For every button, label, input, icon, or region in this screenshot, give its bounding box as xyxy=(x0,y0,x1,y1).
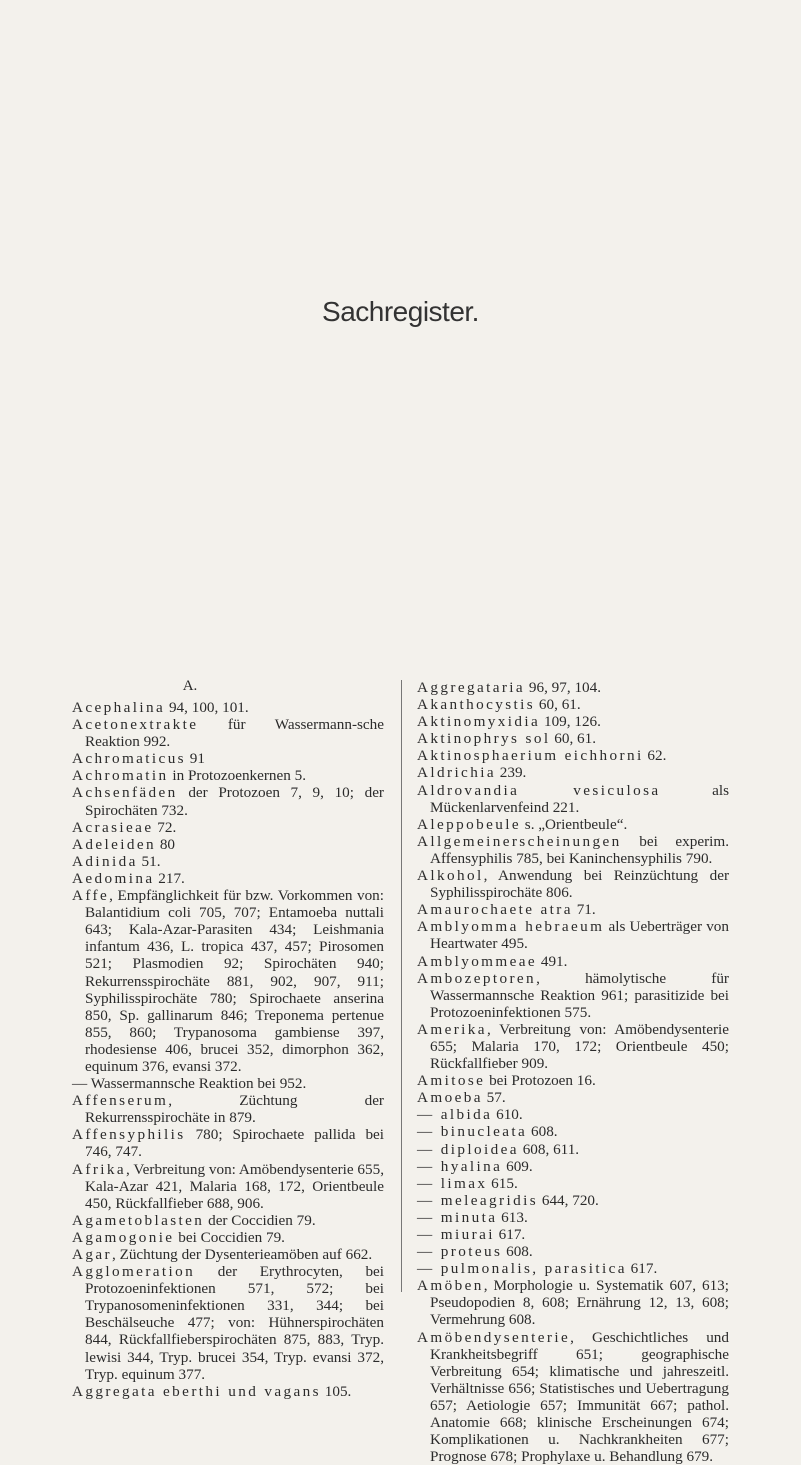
index-references: , hämolytische für Wassermannsche Reaktion 961; parasitizide bei Protozoeninfektionen 575. xyxy=(430,969,729,1021)
index-entry xyxy=(417,730,729,747)
index-term: Achsenfäden xyxy=(72,784,178,802)
index-references: 217. xyxy=(154,869,185,887)
index-term: Agamogonie xyxy=(72,1228,175,1246)
index-entry xyxy=(417,1106,729,1123)
index-references: 51. xyxy=(137,852,161,870)
index-references: der Erythrocyten, bei Protozoeninfektionen 571, 572; bei Trypanosomeninfektionen 331, 344; bei Beschälseuche 477; von: Hühnerspirochäten 844, Rückfallfieberspirochäten 875, 883, Tryp. lewisi 344, Tryp. brucei 354, Tryp. evansi 372, Tryp. equinum 377. xyxy=(85,1263,384,1383)
index-references: 71. xyxy=(572,901,596,919)
index-entry xyxy=(72,716,384,750)
index-entry xyxy=(72,1161,384,1212)
index-references: 610. xyxy=(492,1106,523,1124)
index-entry xyxy=(417,782,729,816)
index-term: Alkohol xyxy=(417,867,484,885)
index-references: 109, 126. xyxy=(540,713,601,731)
index-term: Acephalina xyxy=(72,699,166,716)
index-entry xyxy=(72,1212,384,1229)
index-entry xyxy=(417,696,729,713)
left-column xyxy=(72,699,384,1400)
index-entry xyxy=(417,1226,729,1243)
index-entry xyxy=(417,1175,729,1192)
index-entry xyxy=(417,918,729,952)
index-term: — pulmonalis, parasitica xyxy=(417,1260,627,1278)
page-title: Sachregister. xyxy=(322,296,479,327)
index-term: Aktinophrys sol xyxy=(417,730,551,748)
index-term: — meleagridis xyxy=(417,1191,539,1209)
index-entry xyxy=(417,713,729,730)
index-entry xyxy=(72,836,384,853)
right-column xyxy=(417,679,729,1465)
index-entry xyxy=(417,901,729,918)
index-references: 105. xyxy=(320,1382,352,1400)
index-term: Allgemeinerscheinungen xyxy=(417,832,622,850)
index-term: Affe xyxy=(72,887,110,905)
index-entry xyxy=(417,1123,729,1140)
index-entry xyxy=(417,1158,729,1175)
index-term: — albida xyxy=(417,1106,493,1124)
index-term: Aedomina xyxy=(72,869,155,887)
index-entry xyxy=(417,816,729,833)
index-entry xyxy=(417,953,729,970)
index-term: — limax xyxy=(417,1174,488,1192)
index-references: , Verbreitung von: Amöbendysenterie 655, Kala-Azar 421, Malaria 168, 172, Orientbeule 450, Rückfallfieber 688, 906. xyxy=(85,1160,384,1212)
index-references: 91 xyxy=(186,750,205,768)
index-references: 57. xyxy=(482,1089,506,1107)
index-references: 609. xyxy=(502,1157,533,1175)
index-references: 644, 720. xyxy=(538,1191,599,1209)
index-entry xyxy=(72,870,384,887)
index-entry xyxy=(417,1209,729,1226)
index-term: Aldrichia xyxy=(417,764,496,782)
index-term: Amblyomma hebraeum xyxy=(417,918,605,936)
index-term: Acetonextrakte xyxy=(72,716,199,734)
index-term: Akanthocystis xyxy=(417,696,536,714)
index-references: bei Protozoen 16. xyxy=(485,1072,596,1090)
index-entry xyxy=(417,747,729,764)
index-term: — diploidea xyxy=(417,1140,519,1158)
index-references: , Geschichtliches und Krankheitsbegriff 651; geographische Verbreitung 654; klimatische und jahreszeitl. Verhältnisse 656; Statistisches und Uebertragung 657; Aetiologie 657; Immunität 667; pathol. Anatomie 668; klinische Erscheinungen 674; Komplikationen u. Nachkrankheiten 677; Prognose 678; Prophylaxe u. Behandlung 679. xyxy=(430,1328,729,1465)
index-references: der Protozoen 7, 9, 10; der Spirochäten 732. xyxy=(85,784,384,819)
index-references: 491. xyxy=(537,952,568,970)
index-term: Affenserum xyxy=(72,1092,169,1110)
index-entry xyxy=(417,1277,729,1328)
index-term: Aggregata eberthi und vagans xyxy=(72,1382,321,1400)
index-entry xyxy=(72,767,384,784)
index-term: — minuta xyxy=(417,1208,498,1226)
index-term: Amaurochaete atra xyxy=(417,901,573,919)
index-references: 615. xyxy=(487,1174,518,1192)
index-entry xyxy=(417,679,729,696)
index-term: Adinida xyxy=(72,852,138,870)
index-references: 72. xyxy=(153,818,177,836)
column-divider xyxy=(401,680,402,1292)
index-entry xyxy=(72,1092,384,1126)
index-entry xyxy=(72,1229,384,1246)
index-term: Amitose xyxy=(417,1072,486,1090)
section-letter: A. xyxy=(182,678,198,694)
index-references: 94, 100, 101. xyxy=(165,699,249,716)
index-entry xyxy=(417,1089,729,1106)
index-references: , Anwendung bei Reinzüchtung der Syphilisspirochäte 806. xyxy=(430,867,729,902)
index-term: Aggregataria xyxy=(417,679,526,696)
index-references: 60, 61. xyxy=(535,696,581,714)
index-references: 62. xyxy=(643,747,667,765)
index-term: Ambozeptoren xyxy=(417,969,537,987)
index-references: s. „Orientbeule“. xyxy=(521,815,628,833)
index-references: 60, 61. xyxy=(550,730,597,748)
index-entry xyxy=(417,1141,729,1158)
index-term: Achromatin xyxy=(72,767,169,785)
index-term: Acrasieae xyxy=(72,818,154,836)
index-term: Achromaticus xyxy=(72,750,186,768)
index-entry xyxy=(72,887,384,1075)
index-term: Affensyphilis xyxy=(72,1126,186,1144)
index-entry xyxy=(417,1260,729,1277)
index-references: 608, 611. xyxy=(518,1140,580,1158)
index-references: , Züchtung der Rekurrensspirochäte in 879. xyxy=(85,1092,384,1127)
index-entry xyxy=(417,764,729,781)
index-references: 96, 97, 104. xyxy=(525,679,602,696)
index-entry xyxy=(72,1383,384,1400)
index-references: 608. xyxy=(502,1243,533,1261)
index-references: 239. xyxy=(495,764,527,782)
index-term: — proteus xyxy=(417,1243,503,1261)
index-term: Amoeba xyxy=(417,1089,483,1107)
index-references: als Ueberträger von Heartwater 495. xyxy=(430,918,729,953)
index-term: Amerika xyxy=(417,1020,487,1038)
index-entry xyxy=(417,1072,729,1089)
index-term: Agglomeration xyxy=(72,1263,196,1281)
index-term: — binucleata xyxy=(417,1123,528,1141)
index-references: bei Coccidien 79. xyxy=(174,1228,285,1246)
index-entry xyxy=(417,1192,729,1209)
index-entry xyxy=(72,853,384,870)
index-term: Aktinomyxidia xyxy=(417,713,541,731)
index-references: für Wassermann-sche Reaktion 992. xyxy=(85,716,384,751)
index-term: — hyalina xyxy=(417,1157,503,1175)
index-term: Adeleiden xyxy=(72,835,157,853)
index-references: als Mückenlarvenfeind 221. xyxy=(430,781,730,816)
index-term: Amblyommeae xyxy=(417,952,538,970)
index-entry xyxy=(417,833,729,867)
index-references: , Verbreitung von: Amöbendysenterie 655; Malaria 170, 172; Orientbeule 450; Rückfallfieber 909. xyxy=(430,1020,729,1073)
index-term: Afrika xyxy=(72,1160,127,1178)
index-references: , Morphologie u. Systematik 607, 613; Pseudopodien 8, 608; Ernährung 12, 13, 608; Vermehrung 608. xyxy=(430,1277,729,1329)
index-entry xyxy=(417,1329,729,1465)
index-entry xyxy=(417,970,729,1021)
index-entry xyxy=(417,1243,729,1260)
index-entry xyxy=(72,1263,384,1383)
index-entry xyxy=(72,819,384,836)
index-references: 617. xyxy=(494,1226,526,1243)
index-term: Amöbendysenterie xyxy=(417,1328,571,1346)
index-references: , Züchtung der Dysenterieamöben auf 662. xyxy=(111,1246,373,1263)
index-entry xyxy=(417,867,729,901)
index-term: Aktinosphaerium eichhorni xyxy=(417,747,644,765)
index-term: — miurai xyxy=(417,1226,495,1243)
index-term: Amöben xyxy=(417,1277,484,1295)
index-entry xyxy=(72,1246,384,1263)
index-references: — Wassermannsche Reaktion bei 952. xyxy=(72,1075,307,1093)
index-references: 780; Spirochaete pallida bei 746, 747. xyxy=(85,1126,384,1161)
index-references: 617. xyxy=(626,1260,658,1278)
index-term: Aleppobeule xyxy=(417,815,521,833)
index-term: Agametoblasten xyxy=(72,1211,205,1229)
index-term: Aldrovandia vesiculosa xyxy=(417,781,661,799)
index-references: in Protozoenkernen 5. xyxy=(168,767,307,785)
index-references: der Coccidien 79. xyxy=(204,1211,316,1229)
index-references: bei experim. Affensyphilis 785, bei Kaninchensyphilis 790. xyxy=(430,832,729,867)
index-references: 80 xyxy=(156,835,175,853)
index-term: Agar xyxy=(72,1246,112,1263)
index-references: 613. xyxy=(497,1208,528,1226)
index-entry xyxy=(72,1126,384,1160)
index-entry xyxy=(72,699,384,716)
index-entry xyxy=(72,750,384,767)
index-entry xyxy=(72,784,384,818)
index-entry xyxy=(72,1075,384,1092)
index-references: 608. xyxy=(527,1123,558,1141)
index-entry xyxy=(417,1021,729,1072)
index-references: , Empfänglichkeit für bzw. Vorkommen von: Balantidium coli 705, 707; Entamoeba nuttali 643; Kala-Azar-Parasiten 434; Leishmania infantum 436, L. tropica 437, 457; Pirosomen 521; Plasmodien 92; Spirochäten 940; Rekurrensspirochäte 881, 902, 907, 911; Syphilisspirochäte 780; Spirochaete anserina 850, Sp. gallinarum 846; Treponema pertenue 855, 860; Trypanosoma gambiense 397, rhodesiense 406, brucei 352, dimorphon 362, equinum 376, evansi 372. xyxy=(85,887,384,1075)
